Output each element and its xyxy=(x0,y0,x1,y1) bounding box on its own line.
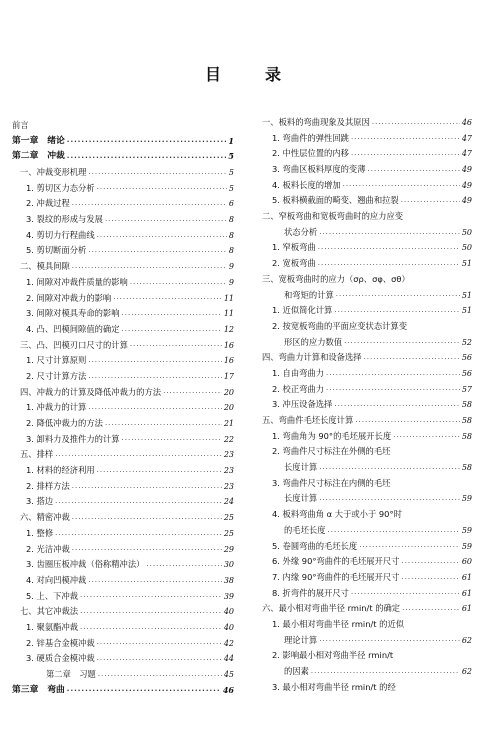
toc-entry-page: 62 xyxy=(461,667,472,677)
toc-leader-dots xyxy=(343,180,460,193)
toc-entry-title: 3. 冲压设备选择 xyxy=(272,399,333,410)
toc-entry xyxy=(12,338,234,354)
toc-entry xyxy=(262,193,472,209)
toc-leader-dots xyxy=(67,136,227,149)
toc-entry xyxy=(12,118,234,134)
toc-entry-page: 8 xyxy=(228,230,234,240)
toc-entry xyxy=(262,664,472,680)
toc-entry-title: 5. 上、下冲裁 xyxy=(26,590,79,601)
toc-entry xyxy=(12,259,234,275)
toc-entry xyxy=(12,667,234,683)
toc-entry-title: 1. 弯曲件的弹性回跳 xyxy=(272,132,349,143)
toc-entry xyxy=(12,479,234,495)
toc-entry xyxy=(262,350,472,366)
toc-entry-page: 56 xyxy=(461,368,472,378)
toc-entry-title: 3. 齿圈压板冲裁（俗称精冲法） xyxy=(26,559,145,570)
toc-leader-dots xyxy=(113,293,222,306)
toc-entry-page: 17 xyxy=(223,371,234,381)
toc-entry-page: 45 xyxy=(223,670,234,680)
toc-entry xyxy=(12,526,234,542)
toc-entry-page: 5 xyxy=(228,183,234,193)
toc-entry-page: 5 xyxy=(228,151,234,162)
toc-entry-page: 16 xyxy=(223,340,234,350)
toc-entry xyxy=(262,476,472,492)
toc-entry-title: 3. 间隙对模具寿命的影响 xyxy=(26,308,120,319)
toc-leader-dots xyxy=(401,196,460,209)
toc-entry xyxy=(262,460,472,476)
toc-entry xyxy=(262,319,472,335)
toc-entry-title: 3. 硬质合金模冲裁 xyxy=(26,653,95,664)
toc-entry-page: 49 xyxy=(461,196,472,206)
toc-entry-title: 第二章 习题 xyxy=(46,669,96,680)
toc-entry-page: 52 xyxy=(461,337,472,347)
toc-entry-page: 59 xyxy=(461,494,472,504)
toc-leader-dots xyxy=(319,494,460,507)
toc-entry-page: 16 xyxy=(223,356,234,366)
toc-entry xyxy=(12,149,234,165)
toc-entry xyxy=(12,385,234,401)
toc-entry-title: 一、冲裁变形机理 xyxy=(20,167,87,178)
toc-entry xyxy=(262,680,472,696)
toc-entry xyxy=(262,397,472,413)
toc-leader-dots xyxy=(359,541,460,554)
toc-leader-dots xyxy=(97,466,222,479)
toc-entry-title: 长度计算 xyxy=(284,462,318,473)
toc-entry-page: 30 xyxy=(223,560,234,570)
toc-entry-page: 6 xyxy=(228,199,234,209)
toc-entry-title: 3. 裂纹的形成与发展 xyxy=(26,214,103,225)
toc-entry xyxy=(12,306,234,322)
toc-entry-page: 51 xyxy=(461,259,472,269)
toc-entry-page: 51 xyxy=(461,290,472,300)
toc-entry xyxy=(12,181,234,197)
toc-leader-dots xyxy=(67,685,221,698)
toc-entry-page: 58 xyxy=(461,416,472,426)
toc-leader-dots xyxy=(55,529,222,542)
toc-entry xyxy=(262,225,472,241)
toc-entry-title: 1. 自由弯曲力 xyxy=(272,367,325,378)
toc-entry-title: 2. 冲裁过程 xyxy=(26,198,70,209)
toc-entry-title: 六、最小相对弯曲半径 rmin/t 的确定 xyxy=(262,603,401,614)
toc-leader-dots xyxy=(80,591,222,604)
toc-entry-title: 二、窄板弯曲和宽板弯曲时的应力应变 xyxy=(262,211,404,222)
toc-entry xyxy=(262,586,472,602)
toc-leader-dots xyxy=(72,544,222,557)
toc-entry-title: 3. 弯曲件尺寸标注在内侧的毛坯 xyxy=(272,477,391,488)
toc-entry-title: 1. 弯曲角为 90°的毛坯展开长度 xyxy=(272,430,392,441)
toc-entry-title: 四、弯曲力计算和设备选择 xyxy=(262,352,362,363)
toc-entry-title: 理论计算 xyxy=(284,634,318,645)
toc-entry xyxy=(262,507,472,523)
page-title: 目 录 xyxy=(204,65,295,84)
toc-leader-dots xyxy=(311,667,460,680)
toc-entry-page: 20 xyxy=(223,403,234,413)
toc-entry-title: 四、冲裁力的计算及降低冲裁力的方法 xyxy=(20,386,162,397)
toc-entry xyxy=(262,429,472,445)
toc-entry-page: 61 xyxy=(461,588,472,598)
toc-entry-title: 2. 宽板弯曲 xyxy=(272,258,316,269)
toc-entry-title: 1. 窄板弯曲 xyxy=(272,242,316,253)
toc-entry-page: 1 xyxy=(228,135,234,146)
toc-entry-title: 第一章 绪论 xyxy=(12,135,65,146)
toc-leader-dots xyxy=(355,416,460,429)
toc-leader-dots xyxy=(351,588,460,601)
toc-entry-title: 2. 降低冲裁力的方法 xyxy=(26,418,103,429)
toc-entry-page: 21 xyxy=(223,419,234,429)
toc-entry-page: 23 xyxy=(223,481,234,491)
toc-entry xyxy=(12,573,234,589)
toc-entry-title: 2. 光洁冲裁 xyxy=(26,543,70,554)
toc-leader-dots xyxy=(80,623,222,636)
toc-entry xyxy=(12,369,234,385)
toc-entry-title: 前言 xyxy=(12,119,29,130)
toc-leader-dots xyxy=(72,262,227,275)
toc-entry-title: 2. 影响最小相对弯曲半径 rmin/t xyxy=(272,650,394,661)
toc-entry xyxy=(262,570,472,586)
toc-entry xyxy=(12,322,234,338)
toc-entry-title: 2. 尺寸计算方法 xyxy=(26,370,87,381)
toc-entry xyxy=(12,463,234,479)
toc-entry-title: 4. 板料弯曲角 α 大于或小于 90°时 xyxy=(272,509,402,520)
toc-entry-page: 40 xyxy=(223,607,234,617)
toc-entry xyxy=(262,303,472,319)
toc-entry-title: 5. 板料横截面的畸变、翘曲和拉裂 xyxy=(272,195,399,206)
toc-entry xyxy=(12,651,234,667)
toc-leader-dots xyxy=(130,278,227,291)
toc-entry-page: 42 xyxy=(223,638,234,648)
toc-entry xyxy=(262,209,472,225)
toc-entry-title: 六、精密冲裁 xyxy=(20,512,70,523)
toc-entry xyxy=(262,146,472,162)
toc-entry-title: 五、排样 xyxy=(20,449,54,460)
toc-entry-page: 8 xyxy=(228,215,234,225)
toc-leader-dots xyxy=(97,183,227,196)
toc-entry xyxy=(262,617,472,633)
toc-entry-page: 47 xyxy=(461,149,472,159)
toc-entry xyxy=(262,272,472,288)
toc-entry-page: 23 xyxy=(223,450,234,460)
toc-entry xyxy=(12,432,234,448)
toc-entry-title: 8. 折弯件的展开尺寸 xyxy=(272,587,349,598)
toc-leader-dots xyxy=(122,309,222,322)
toc-leader-dots xyxy=(318,259,460,272)
toc-entry-page: 12 xyxy=(223,324,234,334)
toc-entry-title: 2. 锌基合金模冲裁 xyxy=(26,637,95,648)
toc-entry xyxy=(12,165,234,181)
toc-entry-page: 20 xyxy=(223,387,234,397)
toc-entry-title: 6. 外缘 90°弯曲件的毛坯展开尺寸 xyxy=(272,556,400,567)
toc-entry-page: 56 xyxy=(461,353,472,363)
toc-entry-title: 3. 最小相对弯曲半径 rmin/t 的经 xyxy=(272,681,396,692)
toc-entry-title: 2. 间隙对冲裁力的影响 xyxy=(26,292,112,303)
toc-leader-dots xyxy=(351,149,460,162)
toc-entry-page: 11 xyxy=(223,309,234,319)
toc-entry xyxy=(12,416,234,432)
toc-entry-title: 2. 中性层位置的内移 xyxy=(272,148,349,159)
toc-entry-title: 2. 校正弯曲力 xyxy=(272,383,325,394)
toc-leader-dots xyxy=(88,246,227,259)
toc-leader-dots xyxy=(319,228,460,241)
toc-entry-title: 状态分析 xyxy=(284,226,318,237)
toc-entry-page: 46 xyxy=(461,117,472,127)
toc-entry xyxy=(262,413,472,429)
toc-entry-title: 七、其它冲裁法 xyxy=(20,606,79,617)
toc-entry-title: 3. 弯曲区板料厚度的变薄 xyxy=(272,164,366,175)
toc-leader-dots xyxy=(97,231,227,244)
toc-entry-page: 25 xyxy=(223,513,234,523)
toc-entry-page: 25 xyxy=(223,528,234,538)
toc-leader-dots xyxy=(326,384,460,397)
toc-leader-dots xyxy=(55,497,222,510)
toc-leader-dots xyxy=(88,168,227,181)
toc-entry xyxy=(262,241,472,257)
toc-entry-page: 60 xyxy=(461,557,472,567)
toc-entry xyxy=(262,366,472,382)
toc-entry xyxy=(12,495,234,511)
toc-leader-dots xyxy=(130,340,222,353)
toc-entry xyxy=(262,601,472,617)
toc-entry xyxy=(262,382,472,398)
toc-entry-page: 49 xyxy=(461,165,472,175)
toc-leader-dots xyxy=(122,325,222,338)
toc-entry xyxy=(12,196,234,212)
toc-entry xyxy=(262,492,472,508)
toc-entry-title: 5. 卷圆弯曲的毛坯长度 xyxy=(272,540,358,551)
toc-entry xyxy=(12,353,234,369)
toc-entry-title: 2. 排样方法 xyxy=(26,480,70,491)
toc-entry-page: 11 xyxy=(223,293,234,303)
toc-leader-dots xyxy=(146,560,221,573)
toc-right-column xyxy=(262,115,472,695)
toc-entry xyxy=(262,648,472,664)
toc-entry-page: 46 xyxy=(222,684,234,695)
toc-leader-dots xyxy=(122,434,222,447)
toc-leader-dots xyxy=(72,482,222,495)
toc-entry-page: 61 xyxy=(461,572,472,582)
toc-entry-page: 44 xyxy=(223,654,234,664)
toc-entry-page: 59 xyxy=(461,541,472,551)
toc-entry xyxy=(12,557,234,573)
toc-entry-title: 1. 剪切区力态分析 xyxy=(26,182,95,193)
toc-entry-title: 的因素 xyxy=(284,666,309,677)
toc-leader-dots xyxy=(401,557,459,570)
toc-leader-dots xyxy=(368,165,460,178)
toc-leader-dots xyxy=(336,290,460,303)
toc-entry xyxy=(262,115,472,131)
toc-leader-dots xyxy=(72,513,222,526)
toc-leader-dots xyxy=(88,372,221,385)
toc-entry xyxy=(12,542,234,558)
toc-leader-dots xyxy=(67,152,227,165)
toc-entry xyxy=(262,523,472,539)
toc-entry xyxy=(262,256,472,272)
toc-entry xyxy=(262,335,472,351)
toc-entry-page: 29 xyxy=(223,544,234,554)
toc-entry-title: 的毛坯长度 xyxy=(284,524,326,535)
toc-entry-title: 4. 对向凹模冲裁 xyxy=(26,574,87,585)
toc-entry-title: 1. 近似简化计算 xyxy=(272,305,333,316)
toc-entry xyxy=(12,212,234,228)
toc-leader-dots xyxy=(98,670,222,683)
toc-leader-dots xyxy=(319,635,460,648)
toc-entry-title: 1. 间隙对冲裁件质量的影响 xyxy=(26,276,128,287)
toc-entry-title: 4. 剪切力行程曲线 xyxy=(26,229,95,240)
toc-leader-dots xyxy=(402,604,460,617)
toc-entry xyxy=(262,633,472,649)
toc-entry-title: 1. 尺寸计算原则 xyxy=(26,355,87,366)
toc-entry-title: 4. 板料长度的增加 xyxy=(272,179,341,190)
toc-leader-dots xyxy=(344,337,460,350)
toc-entry-page: 39 xyxy=(223,591,234,601)
toc-entry-page: 5 xyxy=(228,168,234,178)
toc-entry-page: 9 xyxy=(228,262,234,272)
toc-entry-page: 62 xyxy=(461,635,472,645)
toc-entry-page: 50 xyxy=(461,243,472,253)
toc-entry-page: 58 xyxy=(461,400,472,410)
toc-leader-dots xyxy=(80,607,222,620)
toc-entry-title: 二、模具间隙 xyxy=(20,261,70,272)
toc-entry-page: 50 xyxy=(461,227,472,237)
toc-entry xyxy=(262,178,472,194)
toc-entry-title: 1. 最小相对弯曲半径 rmin/t 的近似 xyxy=(272,618,405,629)
toc-entry-title: 三、凸、凹模刃口尺寸的计算 xyxy=(20,339,128,350)
toc-leader-dots xyxy=(393,431,460,444)
toc-leader-dots xyxy=(328,526,460,539)
toc-entry-page: 47 xyxy=(461,133,472,143)
toc-entry-title: 7. 内缘 90°弯曲件的毛坯展开尺寸 xyxy=(272,571,400,582)
toc-entry xyxy=(262,131,472,147)
toc-leader-dots xyxy=(401,573,459,586)
toc-entry-title: 4. 凸、凹模间隙值的确定 xyxy=(26,323,120,334)
toc-entry xyxy=(12,228,234,244)
toc-leader-dots xyxy=(334,400,459,413)
toc-leader-dots xyxy=(97,638,222,651)
toc-leader-dots xyxy=(97,654,222,667)
toc-entry-page: 61 xyxy=(461,604,472,614)
toc-entry-page: 49 xyxy=(461,180,472,190)
toc-entry xyxy=(12,589,234,605)
toc-entry-title: 长度计算 xyxy=(284,493,318,504)
toc-entry-page: 22 xyxy=(223,434,234,444)
toc-entry-page: 58 xyxy=(461,463,472,473)
toc-entry xyxy=(12,134,234,150)
toc-entry-title: 1. 聚氨酯冲裁 xyxy=(26,621,79,632)
toc-entry xyxy=(262,288,472,304)
toc-entry-title: 第三章 弯曲 xyxy=(12,684,65,695)
toc-leader-dots xyxy=(319,463,460,476)
toc-leader-dots xyxy=(105,419,222,432)
toc-leader-dots xyxy=(105,215,227,228)
toc-entry xyxy=(12,447,234,463)
toc-left-column xyxy=(12,118,234,698)
toc-entry-page: 23 xyxy=(223,466,234,476)
toc-entry-title: 形区的应力数值 xyxy=(284,336,343,347)
toc-entry-page: 51 xyxy=(461,306,472,316)
toc-leader-dots xyxy=(88,356,221,369)
toc-leader-dots xyxy=(318,243,460,256)
toc-entry-title: 和弯矩的计算 xyxy=(284,289,334,300)
toc-entry xyxy=(262,554,472,570)
toc-entry-title: 5. 剪切断面分析 xyxy=(26,245,87,256)
toc-entry-title: 五、弯曲件毛坯长度计算 xyxy=(262,415,354,426)
toc-entry-title: 1. 材料的经济利用 xyxy=(26,465,95,476)
toc-entry-title: 1. 整修 xyxy=(26,527,54,538)
toc-leader-dots xyxy=(88,576,221,589)
toc-entry-title: 3. 卸料力及推件力的计算 xyxy=(26,433,120,444)
toc-entry xyxy=(12,620,234,636)
toc-leader-dots xyxy=(55,450,222,463)
toc-entry-page: 40 xyxy=(223,622,234,632)
toc-leader-dots xyxy=(326,369,460,382)
toc-leader-dots xyxy=(88,403,221,416)
toc-entry-page: 24 xyxy=(223,497,234,507)
toc-entry xyxy=(262,162,472,178)
toc-entry xyxy=(12,604,234,620)
toc-leader-dots xyxy=(372,118,460,131)
toc-entry-page: 38 xyxy=(223,575,234,585)
toc-entry xyxy=(12,400,234,416)
toc-entry-title: 三、宽板弯曲时的应力（σρ、σφ、σθ） xyxy=(262,273,410,284)
toc-entry xyxy=(12,510,234,526)
toc-entry xyxy=(12,291,234,307)
toc-entry-title: 2. 弯曲件尺寸标注在外侧的毛坯 xyxy=(272,446,391,457)
toc-leader-dots xyxy=(334,306,459,319)
toc-entry xyxy=(262,444,472,460)
toc-entry-title: 一、板料的弯曲现象及其原因 xyxy=(262,116,370,127)
toc-entry-page: 59 xyxy=(461,525,472,535)
toc-entry-page: 57 xyxy=(461,384,472,394)
toc-entry xyxy=(12,244,234,260)
toc-entry-page: 9 xyxy=(228,277,234,287)
toc-entry-page: 58 xyxy=(461,431,472,441)
toc-entry-title: 第二章 冲裁 xyxy=(12,151,65,162)
toc-leader-dots xyxy=(163,387,222,400)
toc-entry-title: 2. 按宽板弯曲的平面应变状态计算变 xyxy=(272,320,408,331)
toc-entry xyxy=(12,636,234,652)
toc-entry-title: 1. 冲裁力的计算 xyxy=(26,402,87,413)
toc-entry xyxy=(262,539,472,555)
toc-entry xyxy=(12,683,234,699)
toc-entry-title: 3. 搭边 xyxy=(26,496,54,507)
toc-entry xyxy=(12,275,234,291)
toc-leader-dots xyxy=(351,133,460,146)
toc-leader-dots xyxy=(72,199,227,212)
toc-leader-dots xyxy=(364,353,460,366)
toc-entry-page: 8 xyxy=(228,246,234,256)
